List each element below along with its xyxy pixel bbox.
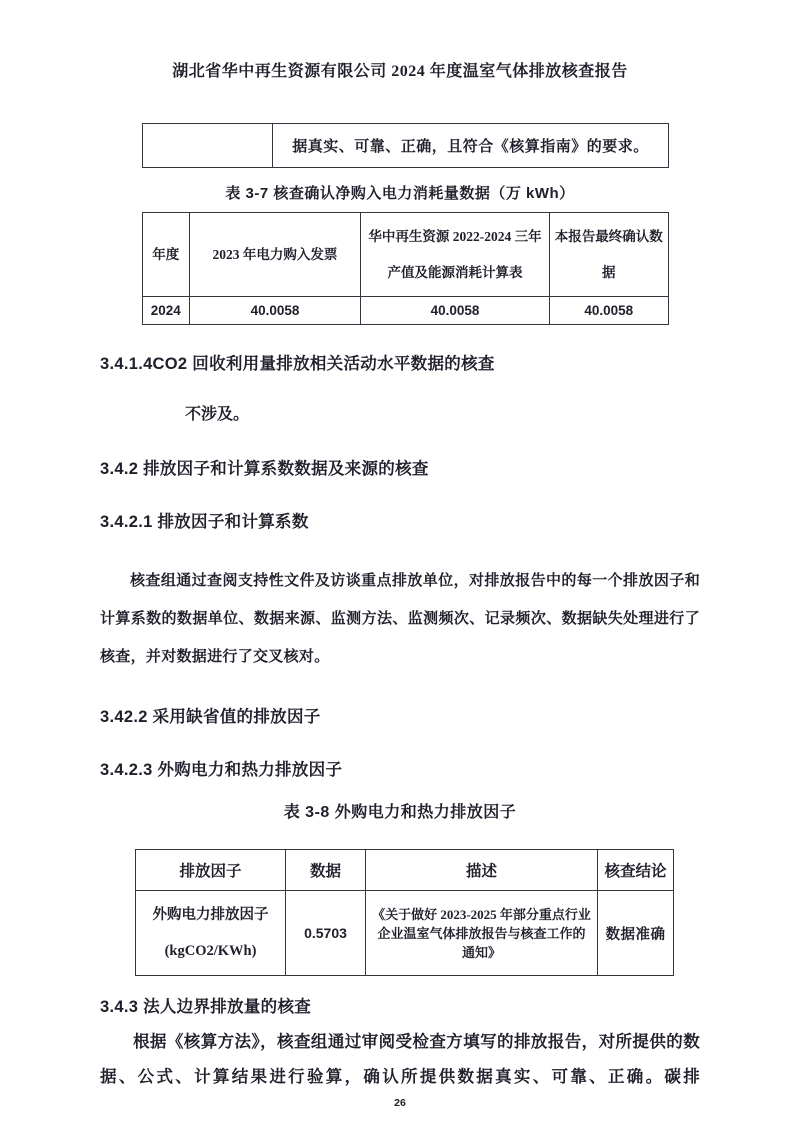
table38-data-row xyxy=(136,891,674,976)
section-heading-3-4-2-2: 3.42.2 采用缺省值的排放因子 xyxy=(100,708,321,726)
paragraph-not-involved: 不涉及。 xyxy=(185,406,250,423)
continuation-table-text-cell: 据真实、可靠、正确，且符合《核算指南》的要求。 xyxy=(273,124,669,168)
paragraph-verification-process: 核查组通过查阅支持性文件及访谈重点排放单位，对排放报告中的每一个排放因子和计算系数的数据单位、数据来源、监测方法、监测频次、记录频次、数据缺失处理进行了核查，并对数据进行了交叉核对。 xyxy=(100,573,700,665)
section-heading-3-4-2-1: 3.4.2.1 排放因子和计算系数 xyxy=(100,513,309,531)
table37-header-row xyxy=(143,213,669,297)
section-heading-3-4-2: 3.4.2 排放因子和计算系数数据及来源的核查 xyxy=(100,460,429,478)
table37-header-invoice: 2023 年电力购入发票 xyxy=(189,213,361,297)
continuation-table-empty-cell xyxy=(143,124,273,168)
table37-cell-calc-value: 40.0058 xyxy=(361,297,549,325)
section-heading-3-4-2-3: 3.4.2.3 外购电力和热力排放因子 xyxy=(100,761,343,779)
table38-caption: 表 3-8 外购电力和热力排放因子 xyxy=(283,804,517,821)
factor-unit: (kgCO2/KWh) xyxy=(164,943,257,959)
section-heading-3-4-3: 3.4.3 法人边界排放量的核查 xyxy=(100,998,312,1016)
table38-cell-description: 《关于做好 2023-2025 年部分重点行业企业温室气体排放报告与核查工作的通知》 xyxy=(366,891,598,976)
paragraph-legal-boundary-verification: 根据《核算方法》，核查组通过审阅受检查方填写的排放报告，对所提供的数据、公式、计算结果进行验算，确认所提供数据真实、可靠、正确。碳排 xyxy=(100,1032,700,1086)
table38-header-conclusion: 核查结论 xyxy=(598,850,674,891)
table-row xyxy=(143,124,669,168)
table37-header-final-confirmed: 本报告最终确认数据 xyxy=(549,213,668,297)
factor-name: 外购电力排放因子 xyxy=(152,907,269,923)
table38-cell-factor xyxy=(136,891,286,976)
table37-cell-year: 2024 xyxy=(143,297,190,325)
table37 xyxy=(142,212,669,325)
table38-header-factor: 排放因子 xyxy=(136,850,286,891)
table38-header-row xyxy=(136,850,674,891)
section-heading-3-4-1-4: 3.4.1.4CO2 回收利用量排放相关活动水平数据的核查 xyxy=(100,355,495,373)
table37-cell-invoice-value: 40.0058 xyxy=(189,297,361,325)
table38-header-data: 数据 xyxy=(286,850,366,891)
table38 xyxy=(135,849,674,976)
table37-cell-final-value: 40.0058 xyxy=(549,297,668,325)
page-number: 26 xyxy=(394,1097,406,1109)
document-header-title: 湖北省华中再生资源有限公司 2024 年度温室气体排放核查报告 xyxy=(172,63,628,80)
table37-header-year: 年度 xyxy=(143,213,190,297)
table37-caption: 表 3-7 核查确认净购入电力消耗量数据（万 kWh） xyxy=(225,185,575,202)
page-content xyxy=(100,123,700,1109)
table37-header-calc-sheet: 华中再生资源 2022-2024 三年产值及能源消耗计算表 xyxy=(361,213,549,297)
table38-cell-value: 0.5703 xyxy=(286,891,366,976)
table38-header-description: 描述 xyxy=(366,850,598,891)
continuation-table xyxy=(142,123,669,168)
table37-data-row xyxy=(143,297,669,325)
table38-cell-conclusion: 数据准确 xyxy=(598,891,674,976)
